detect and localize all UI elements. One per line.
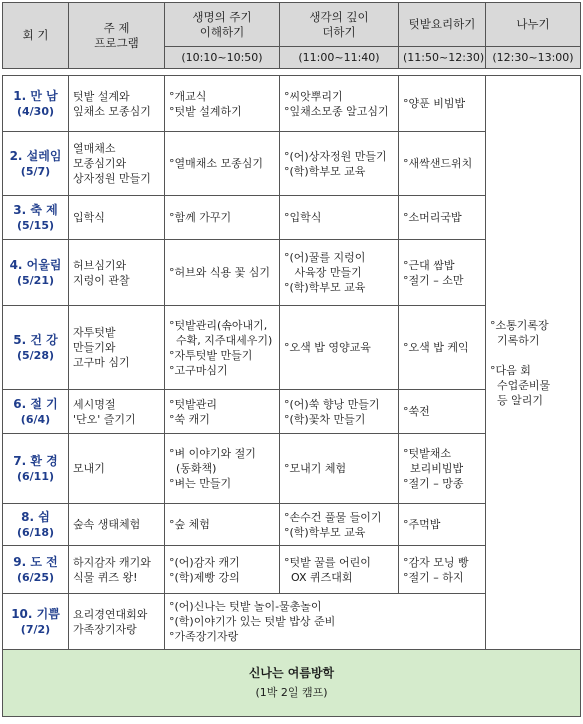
- text-line: °새싹샌드위치: [403, 157, 473, 170]
- cooking-cell: [399, 76, 486, 132]
- text-line: 자투텃밭: [73, 326, 116, 339]
- text-line: °쑥전: [403, 405, 430, 418]
- text-line: 허브심기와: [73, 258, 127, 272]
- thinking-cell: [280, 390, 399, 434]
- text-line: °절기 – 하지: [403, 570, 464, 584]
- text-line: 수업준비물: [490, 378, 551, 392]
- text-line: 열매채소: [73, 142, 116, 155]
- life-cycle-cell: [165, 132, 280, 196]
- text-line: °열매채소 모종심기: [169, 157, 264, 170]
- text-line: °쑥 캐기: [169, 412, 210, 426]
- life-cycle-cell: [165, 504, 280, 546]
- header-time-3: (11:50~12:30): [399, 47, 486, 69]
- header-time-1: (10:10~10:50): [165, 47, 280, 69]
- text-line: °가족장기자랑: [169, 630, 239, 643]
- text-line: 지렁이 관찰: [73, 273, 130, 287]
- session-cell: [3, 76, 69, 132]
- text-line: °벼는 만들기: [169, 477, 232, 490]
- theme-cell: [69, 196, 165, 240]
- theme-cell: [69, 594, 165, 650]
- session-date: (5/15): [16, 218, 55, 232]
- text-line: 사육장 만들기: [284, 266, 362, 279]
- text-line: 입학식: [73, 211, 105, 224]
- session-cell: [3, 196, 69, 240]
- schedule-row: [3, 76, 581, 132]
- text-line: °텃밭 꿀를 어린이: [284, 555, 371, 569]
- footer-title: 신나는 여름방학: [248, 666, 335, 680]
- cooking-cell: [399, 240, 486, 306]
- life-cycle-cell: [165, 434, 280, 504]
- text-line: °(학)제빵 강의: [169, 570, 240, 584]
- text-line: °벼 이야기와 절기: [169, 447, 256, 460]
- text-line: 하지감자 캐기와: [73, 555, 151, 569]
- session-name: 5. 건 강: [13, 332, 58, 347]
- header-thinking: [280, 3, 399, 47]
- text-line: °(어)꿀를 지렁이: [284, 251, 366, 264]
- text-line: °다음 회: [490, 363, 531, 377]
- text-line: [490, 348, 576, 363]
- session-cell: [3, 504, 69, 546]
- life-cycle-cell: [165, 306, 280, 390]
- summer-vacation-banner: [3, 650, 581, 717]
- cooking-cell: [399, 196, 486, 240]
- theme-cell: [69, 76, 165, 132]
- thinking-cell: [280, 306, 399, 390]
- cooking-cell: [399, 390, 486, 434]
- life-cycle-cell: [165, 546, 280, 594]
- sharing-cell: [486, 76, 581, 650]
- text-line: °절기 – 망종: [403, 477, 464, 490]
- text-line: 생각의 깊이: [309, 9, 369, 24]
- text-line: °주먹밥: [403, 518, 441, 531]
- text-line: °(학)학부모 교육: [284, 525, 366, 539]
- thinking-cell: [280, 132, 399, 196]
- session-date: (6/11): [16, 469, 55, 483]
- theme-cell: [69, 132, 165, 196]
- text-line: 수확, 지주대세우기): [169, 333, 273, 347]
- thinking-cell: [280, 76, 399, 132]
- text-line: OX 퀴즈대회: [284, 570, 353, 584]
- text-line: °(학)학부모 교육: [284, 164, 366, 178]
- text-line: 숲속 생태체험: [73, 518, 141, 531]
- session-name: 2. 설레임: [9, 148, 62, 163]
- text-line: 기록하기: [490, 333, 540, 347]
- session-name: 7. 환 경: [13, 453, 58, 468]
- session-cell: [3, 240, 69, 306]
- text-line: 모내기: [73, 462, 105, 475]
- thinking-cell: [280, 240, 399, 306]
- session-name: 4. 어울림: [9, 257, 62, 272]
- header-theme: [69, 3, 165, 69]
- text-line: 프로그램: [94, 35, 139, 50]
- session-name: 9. 도 전: [13, 554, 58, 569]
- text-line: °텃밭 설계하기: [169, 104, 242, 118]
- cooking-cell: [399, 132, 486, 196]
- header-life-cycle: [165, 3, 280, 47]
- text-line: °입학식: [284, 211, 322, 224]
- text-line: (동화책): [169, 462, 217, 475]
- text-line: °잎채소모종 알고심기: [284, 104, 389, 118]
- text-line: 상자정원 만들기: [73, 172, 151, 185]
- text-line: 만들기와: [73, 341, 116, 354]
- text-line: 더하기: [322, 24, 356, 39]
- session-name: 1. 만 남: [13, 88, 58, 103]
- thinking-cell: [280, 434, 399, 504]
- text-line: °절기 – 소만: [403, 273, 464, 287]
- text-line: °허브와 식용 꽃 심기: [169, 266, 270, 279]
- session-date: (6/18): [16, 525, 55, 539]
- session-cell: [3, 434, 69, 504]
- theme-cell: [69, 306, 165, 390]
- text-line: 주 제: [103, 20, 130, 35]
- text-line: °근대 쌈밥: [403, 258, 455, 272]
- thinking-cell: [280, 196, 399, 240]
- text-line: 세시명절: [73, 397, 116, 411]
- text-line: °(어)감자 캐기: [169, 555, 240, 569]
- text-line: °(학)학부모 교육: [284, 281, 366, 294]
- text-line: °소통기록장: [490, 318, 549, 332]
- text-line: °(어)쑥 향낭 만들기: [284, 397, 380, 411]
- session-cell: [3, 546, 69, 594]
- header-session: 회 기: [3, 3, 69, 69]
- text-line: °씨앗뿌리기: [284, 89, 343, 103]
- text-line: 보리비빔밥: [403, 462, 464, 475]
- text-line: 가족장기자랑: [73, 622, 137, 636]
- text-line: 생명의 주기: [192, 9, 252, 24]
- text-line: °(학)꽃차 만들기: [284, 412, 366, 426]
- cooking-cell: [399, 546, 486, 594]
- theme-cell: [69, 504, 165, 546]
- session-name: 8. 쉼: [21, 509, 50, 524]
- header-time-4: (12:30~13:00): [486, 47, 581, 69]
- text-line: °개교식: [169, 89, 207, 103]
- session-date: (6/4): [20, 412, 51, 426]
- session-date: (5/21): [16, 273, 55, 287]
- text-line: °(어)상자정원 만들기: [284, 149, 387, 163]
- text-line: °오색 밥 케익: [403, 341, 469, 354]
- cooking-cell: [399, 306, 486, 390]
- theme-cell: [69, 240, 165, 306]
- theme-cell: [69, 546, 165, 594]
- session-date: (6/25): [16, 570, 55, 584]
- text-line: 이해하기: [199, 24, 245, 39]
- text-line: °모내기 체험: [284, 462, 347, 475]
- text-line: °(학)이야기가 있는 텃밭 밥상 준비: [169, 615, 336, 628]
- life-cycle-cell: [165, 390, 280, 434]
- theme-cell: [69, 390, 165, 434]
- life-cycle-cell: [165, 196, 280, 240]
- session-cell: [3, 132, 69, 196]
- text-line: °자투텃밭 만들기: [169, 348, 253, 362]
- text-line: °(어)신나는 텃밭 놀이-물총놀이: [169, 600, 322, 613]
- session-name: 3. 축 제: [13, 202, 58, 217]
- text-line: 고구마 심기: [73, 356, 130, 369]
- text-line: 모종심기와: [73, 157, 127, 170]
- text-line: '단오' 즐기기: [73, 412, 136, 426]
- text-line: 요리경연대회와: [73, 607, 148, 621]
- life-cycle-cell: [165, 240, 280, 306]
- session-cell: [3, 390, 69, 434]
- text-line: 식물 퀴즈 왕!: [73, 570, 138, 584]
- text-line: 텃밭 설계와: [73, 89, 130, 103]
- thinking-cell: [280, 546, 399, 594]
- text-line: °텃밭관리: [169, 397, 218, 411]
- session-name: 6. 절 기: [13, 396, 58, 411]
- life-cycle-cell: [165, 76, 280, 132]
- combined-activity-cell: [165, 594, 486, 650]
- session-cell: [3, 594, 69, 650]
- program-schedule-table: [2, 2, 581, 717]
- text-line: °텃밭관리(솎아내기,: [169, 318, 268, 332]
- text-line: °양푼 비빔밥: [403, 97, 466, 110]
- session-date: (5/28): [16, 348, 55, 362]
- text-line: °감자 모닝 빵: [403, 555, 469, 569]
- text-line: °소머리국밥: [403, 211, 462, 224]
- text-line: °손수건 풀물 들이기: [284, 510, 382, 524]
- text-line: °고구마심기: [169, 363, 228, 377]
- theme-cell: [69, 434, 165, 504]
- session-name: 10. 기쁨: [11, 606, 60, 621]
- cooking-cell: [399, 434, 486, 504]
- cooking-cell: [399, 504, 486, 546]
- thinking-cell: [280, 504, 399, 546]
- text-line: °함께 가꾸기: [169, 211, 232, 224]
- text-line: °숲 체험: [169, 518, 210, 531]
- header-time-2: (11:00~11:40): [280, 47, 399, 69]
- session-date: (4/30): [16, 104, 55, 118]
- footer-subtitle: (1박 2일 캠프): [255, 686, 328, 699]
- text-line: °텃밭채소: [403, 447, 452, 460]
- header-cooking: 텃밭요리하기: [399, 3, 486, 47]
- session-date: (7/2): [20, 622, 51, 636]
- text-line: 등 알리기: [490, 393, 543, 407]
- text-line: °오색 밥 영양교육: [284, 341, 371, 354]
- text-line: 잎채소 모종심기: [73, 104, 151, 118]
- session-date: (5/7): [20, 164, 51, 178]
- session-cell: [3, 306, 69, 390]
- header-sharing: 나누기: [486, 3, 581, 47]
